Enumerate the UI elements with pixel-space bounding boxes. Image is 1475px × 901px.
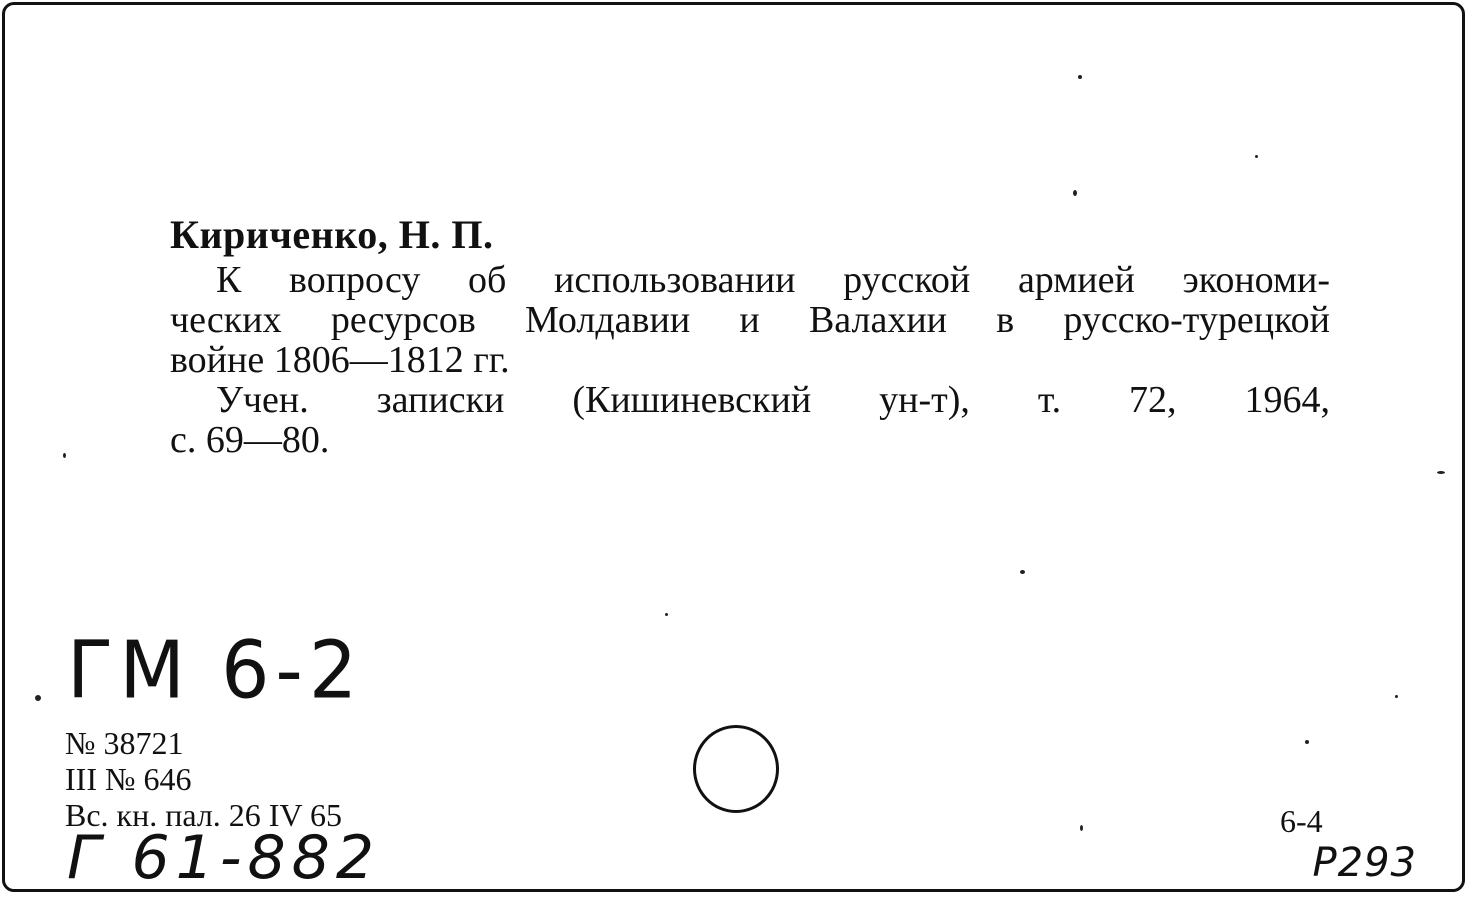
scan-speck [665, 613, 668, 616]
scan-speck [1073, 190, 1077, 196]
title-line-3: войне 1806—1812 гг. [170, 339, 510, 381]
handwritten-corner-mark: P293 [1312, 840, 1417, 886]
scan-speck [1395, 695, 1398, 698]
book-chamber-date: Вс. кн. пал. 26 IV 65 [65, 797, 342, 833]
catalog-card [2, 2, 1465, 892]
scan-speck [1080, 825, 1083, 831]
handwritten-shelfmark-bottom: Г 61-882 [67, 823, 381, 893]
scan-speck [1020, 570, 1025, 574]
title-line-1: К вопросу об использовании русской армией экономи- [216, 259, 1330, 301]
source-line-2: с. 69—80. [170, 419, 330, 461]
registration-info [65, 725, 342, 833]
scan-speck [63, 453, 66, 458]
card-code: 6-4 [1280, 803, 1323, 839]
author-name: Кириченко, Н. П. [170, 212, 494, 257]
source-line-1: Учен. записки (Кишиневский ун-т), т. 72, 1964, [216, 379, 1330, 421]
bibliographic-entry [170, 210, 1330, 460]
title-line-2: ческих ресурсов Молдавии и Валахии в русско-турецкой [170, 299, 1330, 341]
handwritten-shelfmark-top: ГМ 6-2 [67, 622, 364, 717]
work-title [170, 260, 1330, 380]
scan-speck [1305, 740, 1309, 744]
punch-hole [693, 725, 779, 813]
scan-speck [1437, 471, 1445, 474]
scan-speck [35, 695, 41, 701]
series-number: III № 646 [65, 761, 192, 797]
scan-speck [1255, 155, 1258, 158]
registration-number: № 38721 [65, 725, 184, 761]
source-citation [170, 380, 1330, 460]
scan-speck [1078, 75, 1082, 79]
